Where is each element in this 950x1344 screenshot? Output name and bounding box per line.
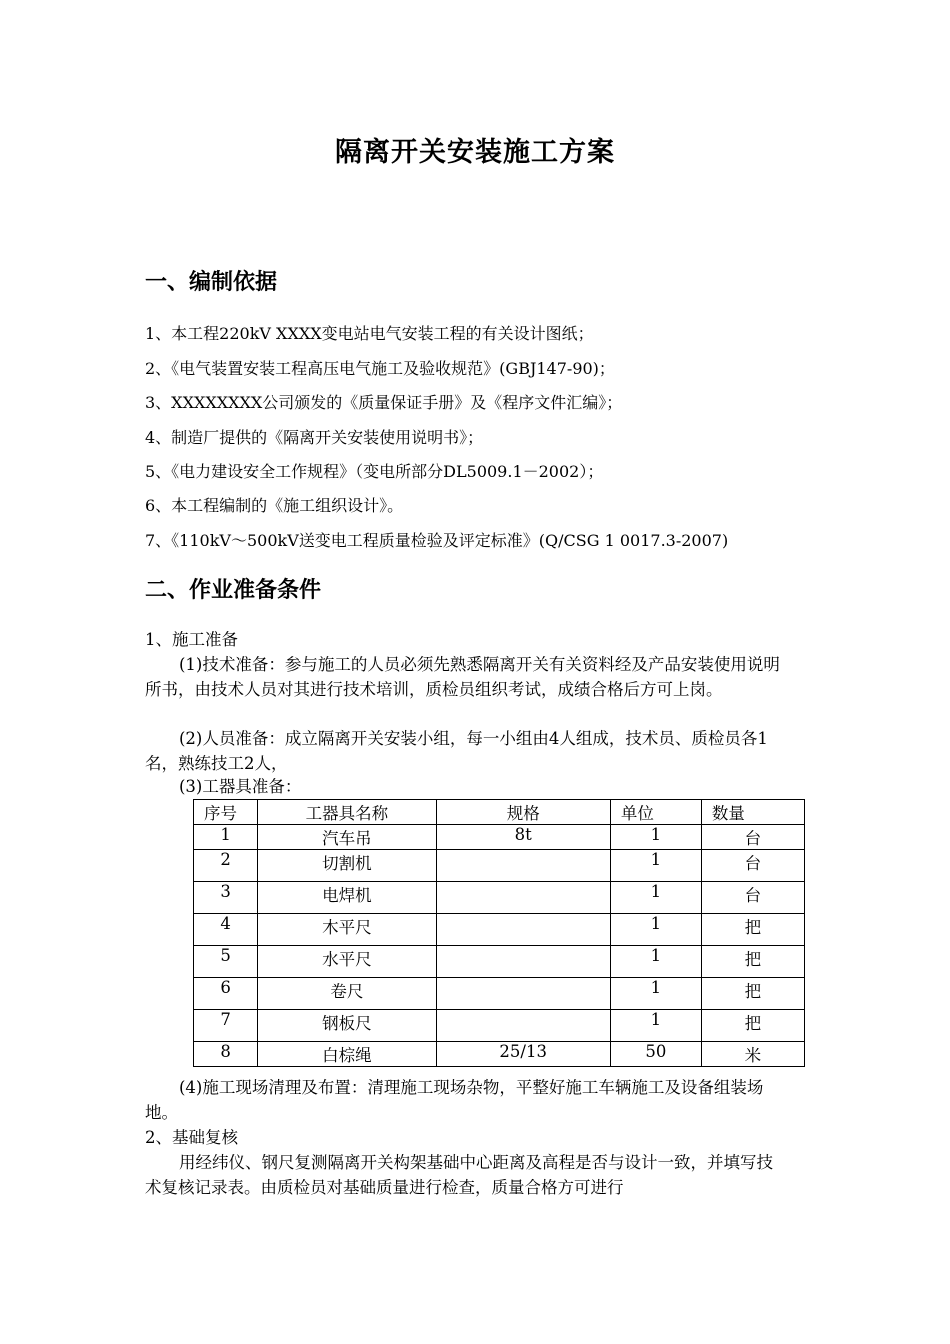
cell-no: 5 xyxy=(194,946,258,978)
cell-qty: 把 xyxy=(701,914,804,946)
cell-unit: 1 xyxy=(610,914,701,946)
header-cell-spec: 规格 xyxy=(436,800,610,825)
table-row xyxy=(194,1042,805,1067)
cell-name: 卷尺 xyxy=(258,978,436,1010)
cell-unit: 1 xyxy=(610,946,701,978)
basis-item-3: 3、XXXXXXXX公司颁发的《质量保证手册》及《程序文件汇编》； xyxy=(145,393,623,412)
basis-item-7: 7、《110kV～500kV送变电工程质量检验及评定标准》(Q/CSG 1 0017.3-2007) xyxy=(145,531,729,550)
cell-name: 电焊机 xyxy=(258,882,436,914)
cell-qty: 把 xyxy=(701,1010,804,1042)
cell-qty: 台 xyxy=(701,882,804,914)
paragraph-foundation-check: 用经纬仪、钢尺复测隔离开关构架基础中心距离及高程是否与设计一致，并填写技术复核记录表。由质检员对基础质量进行检查，质量合格方可进行 xyxy=(145,1153,773,1197)
cell-spec xyxy=(436,850,610,882)
cell-unit: 1 xyxy=(610,978,701,1010)
cell-spec: 25/13 xyxy=(436,1042,610,1067)
cell-spec xyxy=(436,946,610,978)
cell-no: 3 xyxy=(194,882,258,914)
cell-qty: 米 xyxy=(701,1042,804,1067)
paragraph-site-clearing: (4)施工现场清理及布置：清理施工现场杂物，平整好施工车辆施工及设备组装场地。 xyxy=(145,1078,764,1122)
header-cell-qty: 数量 xyxy=(701,800,804,825)
paragraph-technical-prep: (1)技术准备：参与施工的人员必须先熟悉隔离开关有关资料经及产品安装使用说明所书，由技术人员对其进行技术培训，质检员组织考试，成绩合格后方可上岗。 xyxy=(145,655,780,699)
header-cell-unit: 单位 xyxy=(610,800,701,825)
cell-spec xyxy=(436,914,610,946)
table-row xyxy=(194,978,805,1010)
cell-unit: 1 xyxy=(610,825,701,850)
cell-name: 水平尺 xyxy=(258,946,436,978)
basis-item-2: 2、《电气装置安装工程高压电气施工及验收规范》(GBJ147-90)； xyxy=(145,359,615,378)
section-heading-preparation: 二、作业准备条件 xyxy=(145,578,322,603)
cell-name: 切割机 xyxy=(258,850,436,882)
basis-item-5: 5、《电力建设安全工作规程》（变电所部分DL5009.1－2002）； xyxy=(145,462,604,481)
header-cell-name: 工器具名称 xyxy=(258,800,436,825)
cell-spec: 8t xyxy=(436,825,610,850)
cell-no: 7 xyxy=(194,1010,258,1042)
sub-heading-foundation-check: 2、基础复核 xyxy=(145,1128,238,1147)
table-row xyxy=(194,1010,805,1042)
sub-heading-construction-prep: 1、施工准备 xyxy=(145,630,238,649)
basis-item-1: 1、本工程220kV XXXX变电站电气安装工程的有关设计图纸； xyxy=(145,324,594,343)
cell-unit: 1 xyxy=(610,1010,701,1042)
table-row xyxy=(194,825,805,850)
cell-name: 白棕绳 xyxy=(258,1042,436,1067)
document-title: 隔离开关安装施工方案 xyxy=(335,137,615,168)
table-row xyxy=(194,914,805,946)
cell-no: 1 xyxy=(194,825,258,850)
cell-no: 8 xyxy=(194,1042,258,1067)
table-row xyxy=(194,946,805,978)
cell-name: 木平尺 xyxy=(258,914,436,946)
basis-item-6: 6、本工程编制的《施工组织设计》。 xyxy=(145,496,404,515)
cell-spec xyxy=(436,882,610,914)
cell-unit: 1 xyxy=(610,882,701,914)
cell-qty: 把 xyxy=(701,946,804,978)
cell-name: 汽车吊 xyxy=(258,825,436,850)
table-header-row xyxy=(194,800,805,825)
cell-unit: 1 xyxy=(610,850,701,882)
cell-spec xyxy=(436,978,610,1010)
cell-qty: 把 xyxy=(701,978,804,1010)
cell-qty: 台 xyxy=(701,850,804,882)
cell-no: 4 xyxy=(194,914,258,946)
table-row xyxy=(194,882,805,914)
cell-no: 2 xyxy=(194,850,258,882)
header-cell-no: 序号 xyxy=(194,800,258,825)
cell-name: 钢板尺 xyxy=(258,1010,436,1042)
basis-item-4: 4、制造厂提供的《隔离开关安装使用说明书》； xyxy=(145,428,484,447)
paragraph-tools-prep: (3)工器具准备： xyxy=(179,777,302,796)
cell-unit: 50 xyxy=(610,1042,701,1067)
tools-table xyxy=(193,799,805,1067)
paragraph-personnel-prep: (2)人员准备：成立隔离开关安装小组，每一小组由4人组成，技术员、质检员各1名，熟练技工2人， xyxy=(145,729,768,773)
cell-no: 6 xyxy=(194,978,258,1010)
cell-qty: 台 xyxy=(701,825,804,850)
table-row xyxy=(194,850,805,882)
section-heading-basis: 一、编制依据 xyxy=(145,270,278,295)
cell-spec xyxy=(436,1010,610,1042)
